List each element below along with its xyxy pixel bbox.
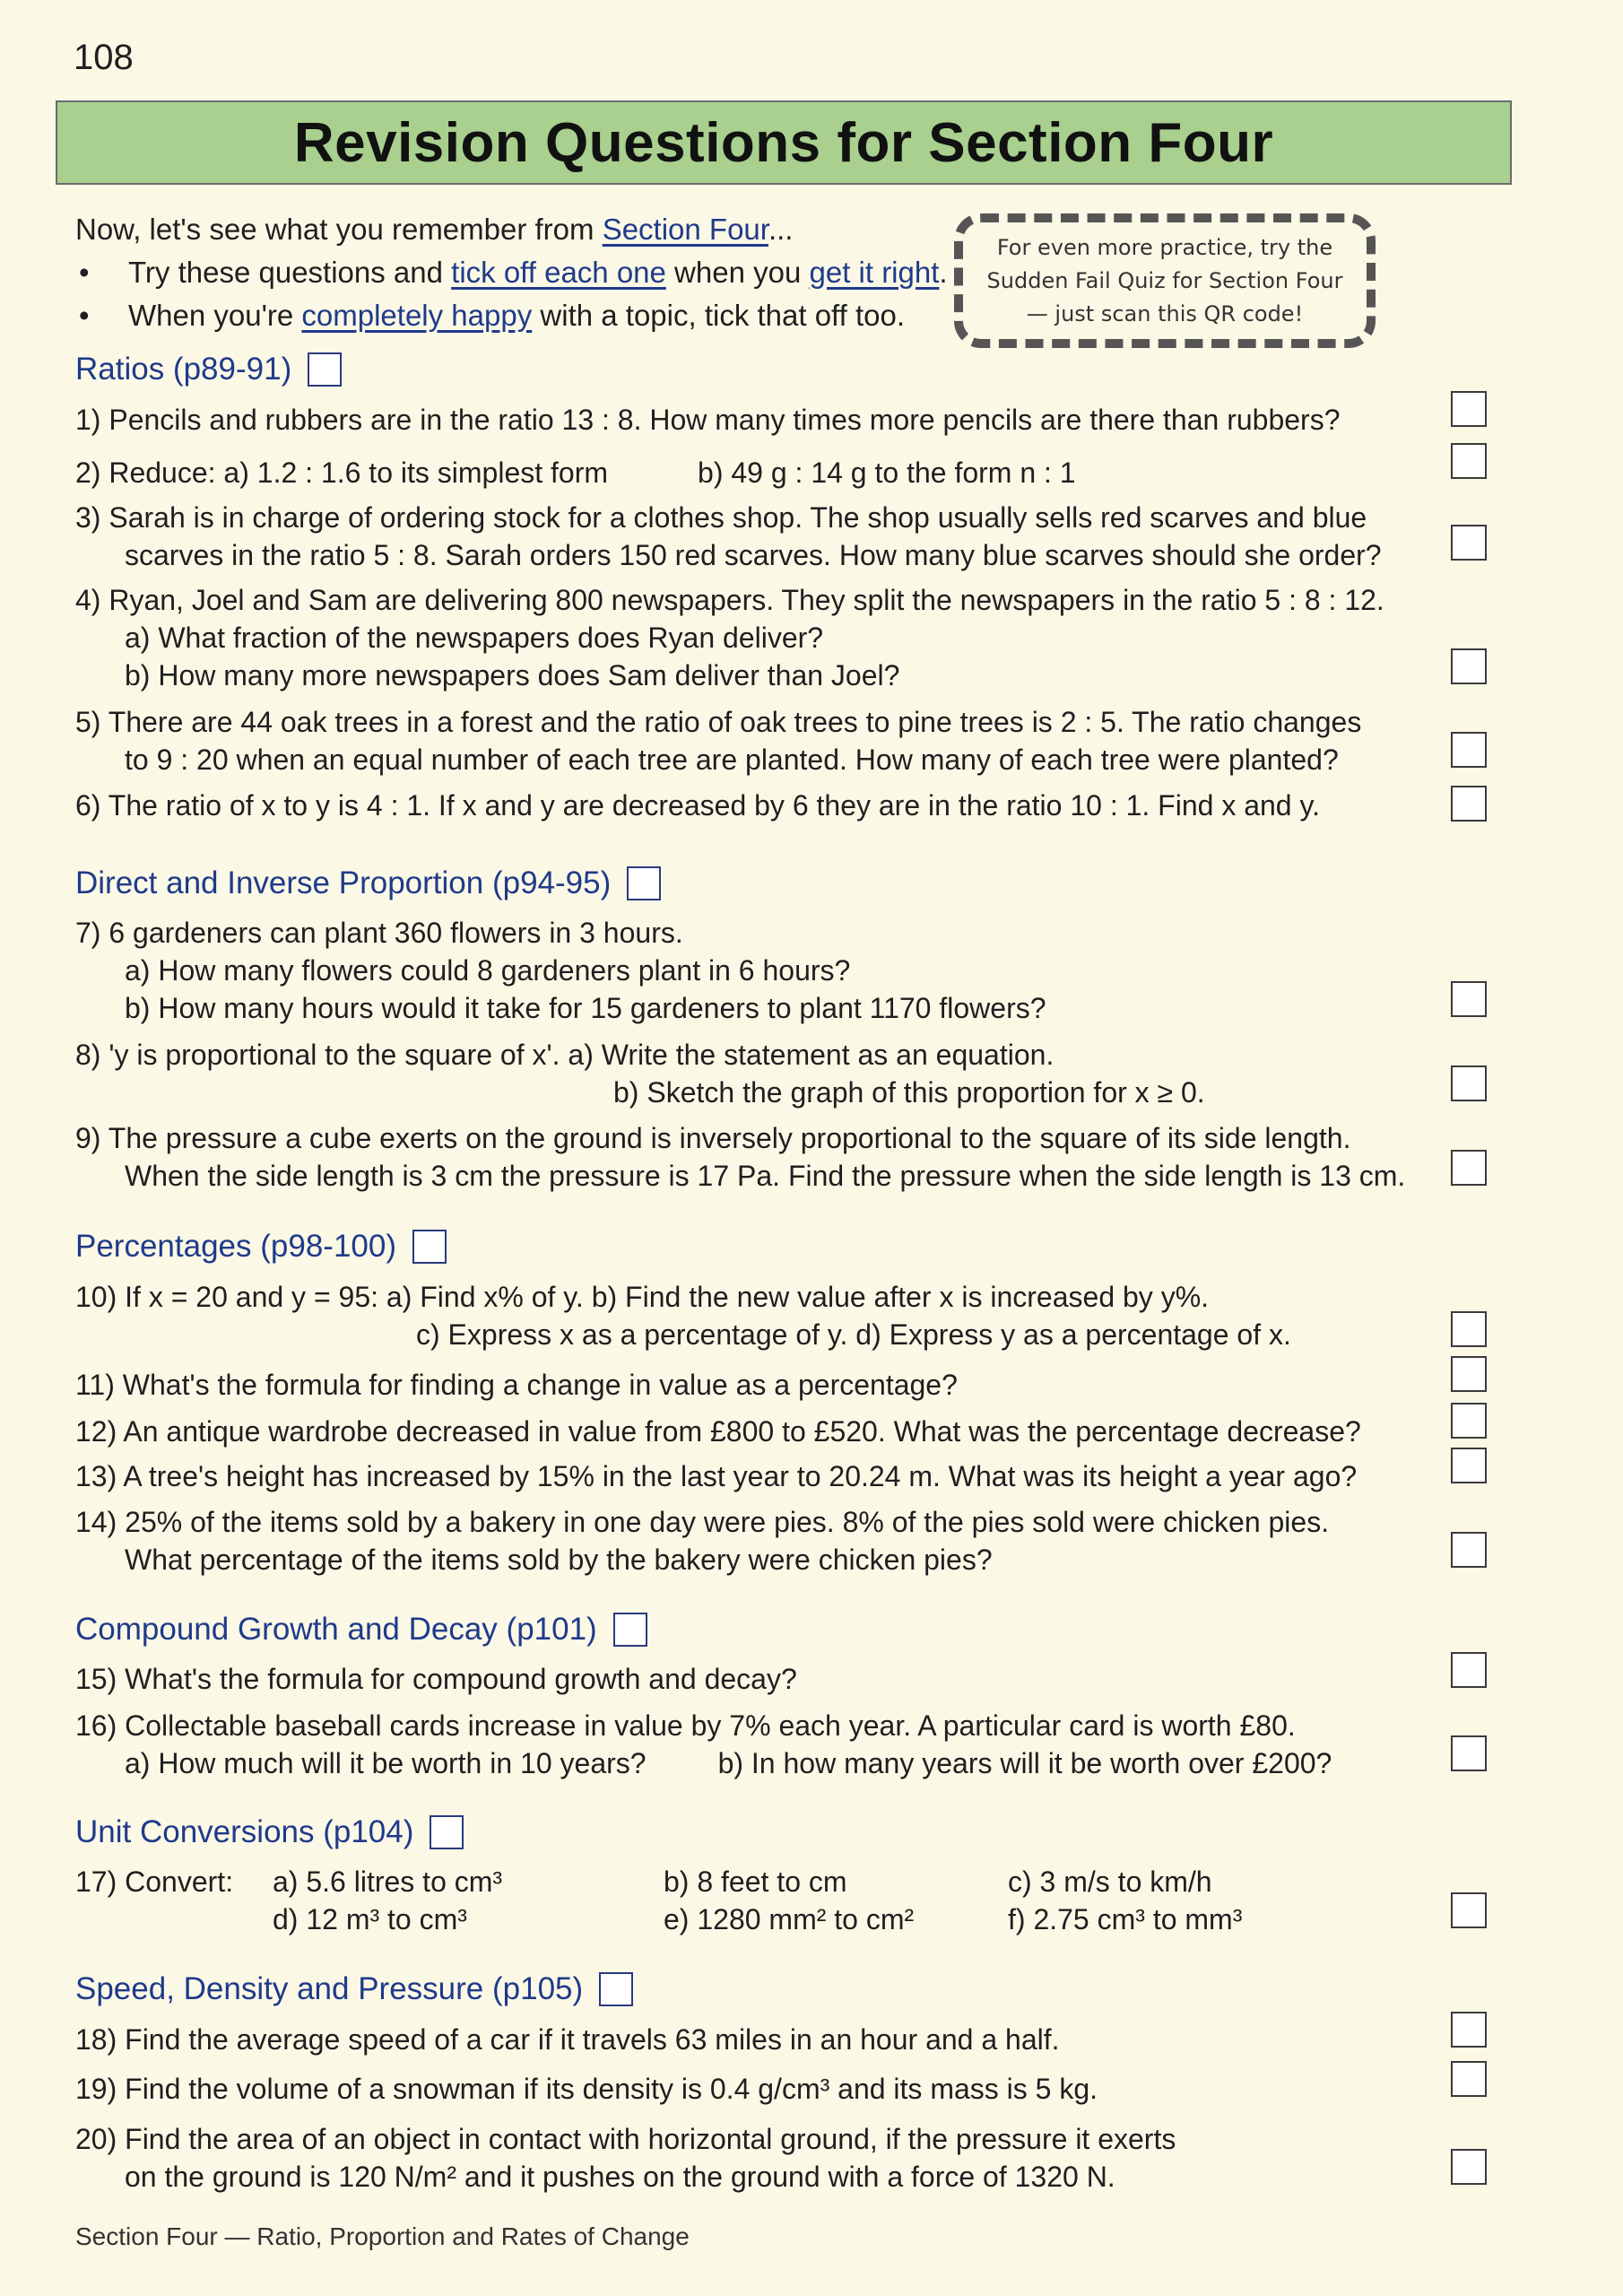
- question-7-line1: 7) 6 gardeners can plant 360 flowers in 3 hours.: [75, 917, 683, 949]
- section-title: Direct and Inverse Proportion (p94-95): [75, 865, 612, 900]
- tick-box[interactable]: [1451, 2012, 1487, 2048]
- section-title: Ratios (p89-91): [75, 352, 292, 387]
- question-7: [75, 914, 1046, 1027]
- question-10: [75, 1278, 1291, 1353]
- question-8: [75, 1036, 1205, 1111]
- tick-box[interactable]: [1451, 732, 1487, 768]
- section-title: Compound Growth and Decay (p101): [75, 1612, 597, 1647]
- section-heading-units: [75, 1814, 464, 1850]
- page-number: 108: [74, 38, 134, 77]
- question-20-line1: 20) Find the area of an object in contact with horizontal ground, if the pressure it exerts: [75, 2123, 1176, 2155]
- question-4a: a) What fraction of the newspapers does Ryan deliver?: [125, 622, 824, 654]
- question-16a: a) How much will it be worth in 10 years?: [125, 1747, 647, 1779]
- question-7a: a) How many flowers could 8 gardeners plant in 6 hours?: [125, 954, 851, 987]
- question-20-line2: on the ground is 120 N/m² and it pushes on the ground with a force of 1320 N.: [125, 2161, 1115, 2193]
- question-17a: a) 5.6 litres to cm³: [273, 1866, 503, 1898]
- question-16-line1: 16) Collectable baseball cards increase in value by 7% each year. A particular card is worth £80.: [75, 1709, 1296, 1742]
- question-12: 12) An antique wardrobe decreased in value from £800 to £520. What was the percentage decrease?: [75, 1415, 1361, 1448]
- question-16-line2: [75, 1744, 1332, 1782]
- tick-box[interactable]: [1451, 1403, 1487, 1439]
- section-checkbox[interactable]: [613, 1613, 647, 1647]
- question-4: [75, 581, 1384, 694]
- tick-box[interactable]: [1451, 1356, 1487, 1392]
- tick-box[interactable]: [1451, 1652, 1487, 1688]
- question-10-line1: 10) If x = 20 and y = 95: a) Find x% of y. b) Find the new value after x is increased by y%.: [75, 1281, 1210, 1313]
- question-2: [75, 454, 1076, 491]
- section-checkbox[interactable]: [430, 1815, 464, 1849]
- intro-text-2: ...: [768, 213, 794, 246]
- section-heading-compound: [75, 1612, 647, 1648]
- section-title: Unit Conversions (p104): [75, 1814, 414, 1849]
- question-17-label: 17) Convert:: [75, 1866, 234, 1898]
- tick-box[interactable]: [1451, 981, 1487, 1017]
- question-6: 6) The ratio of x to y is 4 : 1. If x and y are decreased by 6 they are in the ratio 10 : 1. Find x and y.: [75, 789, 1320, 822]
- question-2b: b) 49 g : 14 g to the form n : 1: [698, 457, 1076, 489]
- tick-box[interactable]: [1451, 1311, 1487, 1347]
- bullet: •: [79, 299, 90, 332]
- question-2a: 2) Reduce: a) 1.2 : 1.6 to its simplest form: [75, 457, 609, 489]
- section-title: Speed, Density and Pressure (p105): [75, 1971, 584, 2006]
- tick-box[interactable]: [1451, 391, 1487, 427]
- tick-box[interactable]: [1451, 2061, 1487, 2097]
- tick-off-link[interactable]: tick off each one: [451, 256, 666, 289]
- section-four-link[interactable]: Section Four: [602, 213, 768, 246]
- question-16: [75, 1707, 1332, 1782]
- question-17b: b) 8 feet to cm: [664, 1866, 847, 1898]
- tick-box[interactable]: [1451, 1150, 1487, 1186]
- question-5: [75, 703, 1361, 778]
- tick-box[interactable]: [1451, 443, 1487, 479]
- section-checkbox[interactable]: [627, 866, 661, 900]
- page-title: Revision Questions for Section Four: [293, 111, 1274, 174]
- question-4b: b) How many more newspapers does Sam deliver than Joel?: [125, 659, 900, 691]
- tick-box[interactable]: [1451, 2149, 1487, 2185]
- section-heading-percentages: [75, 1229, 447, 1265]
- section-heading-speed: [75, 1971, 633, 2007]
- tick-box[interactable]: [1451, 1065, 1487, 1101]
- qr-note-line3: — just scan this QR code!: [1026, 300, 1304, 326]
- section-heading-proportion: [75, 865, 661, 901]
- question-15: 15) What's the formula for compound growth and decay?: [75, 1663, 797, 1695]
- bullet1-mid: when you: [665, 256, 810, 289]
- section-heading-ratios: [75, 352, 342, 387]
- tick-box[interactable]: [1451, 1892, 1487, 1928]
- bullet1-end: .: [939, 256, 948, 289]
- section-checkbox[interactable]: [412, 1230, 447, 1264]
- intro-text-1: Now, let's see what you remember from: [75, 213, 603, 246]
- question-3-line2: scarves in the ratio 5 : 8. Sarah orders 150 red scarves. How many blue scarves should she order?: [125, 539, 1382, 571]
- section-checkbox[interactable]: [308, 352, 342, 387]
- footer: Section Four — Ratio, Proportion and Rates of Change: [75, 2222, 690, 2250]
- get-it-right-link[interactable]: get it right: [809, 256, 940, 289]
- completely-happy-link[interactable]: completely happy: [301, 299, 533, 332]
- tick-box[interactable]: [1451, 1735, 1487, 1771]
- tick-box[interactable]: [1451, 1448, 1487, 1483]
- question-1: 1) Pencils and rubbers are in the ratio 13 : 8. How many times more pencils are there than rubbers?: [75, 404, 1341, 436]
- question-10-line2: c) Express x as a percentage of y. d) Express y as a percentage of x.: [416, 1318, 1291, 1351]
- section-title: Percentages (p98-100): [75, 1229, 396, 1264]
- question-17d: d) 12 m³ to cm³: [273, 1903, 467, 1935]
- bullet: •: [79, 256, 90, 289]
- question-5-line2: to 9 : 20 when an equal number of each tree are planted. How many of each tree were planted?: [125, 744, 1339, 776]
- tick-box[interactable]: [1451, 525, 1487, 561]
- question-5-line1: 5) There are 44 oak trees in a forest and the ratio of oak trees to pine trees is 2 : 5. The ratio changes: [75, 706, 1362, 738]
- title-banner: [56, 100, 1512, 185]
- bullet1-text: Try these questions and: [128, 256, 452, 289]
- question-13: 13) A tree's height has increased by 15% in the last year to 20.24 m. What was its height a year ago?: [75, 1460, 1358, 1492]
- question-16b: b) In how many years will it be worth over £200?: [717, 1747, 1332, 1779]
- question-19: 19) Find the volume of a snowman if its density is 0.4 g/cm³ and its mass is 5 kg.: [75, 2073, 1098, 2105]
- question-7b: b) How many hours would it take for 15 gardeners to plant 1170 flowers?: [125, 992, 1046, 1024]
- question-8a: 8) 'y is proportional to the square of x'. a) Write the statement as an equation.: [75, 1039, 1055, 1071]
- tick-box[interactable]: [1451, 648, 1487, 684]
- bullet2-end: with a topic, tick that off too.: [532, 299, 906, 332]
- question-14-line1: 14) 25% of the items sold by a bakery in one day were pies. 8% of the pies sold were chicken pies.: [75, 1506, 1330, 1538]
- qr-quiz-note[interactable]: [954, 213, 1376, 348]
- question-8b: b) Sketch the graph of this proportion for x ≥ 0.: [613, 1076, 1205, 1109]
- question-9-line1: 9) The pressure a cube exerts on the ground is inversely proportional to the square of its side length.: [75, 1122, 1351, 1154]
- question-20: [75, 2120, 1176, 2196]
- question-17f: f) 2.75 cm³ to mm³: [1008, 1903, 1243, 1935]
- question-14-line2: What percentage of the items sold by the bakery were chicken pies?: [125, 1544, 993, 1576]
- question-14: [75, 1503, 1329, 1578]
- question-17e: e) 1280 mm² to cm²: [664, 1903, 915, 1935]
- tick-box[interactable]: [1451, 1532, 1487, 1568]
- question-9-line2: When the side length is 3 cm the pressure is 17 Pa. Find the pressure when the side length is 13 cm.: [125, 1160, 1406, 1192]
- question-11: 11) What's the formula for finding a change in value as a percentage?: [75, 1369, 958, 1401]
- qr-note-line1: For even more practice, try the: [996, 234, 1333, 260]
- question-18: 18) Find the average speed of a car if it travels 63 miles in an hour and a half.: [75, 2023, 1060, 2056]
- question-3-line1: 3) Sarah is in charge of ordering stock for a clothes shop. The shop usually sells red scarves and blue: [75, 501, 1367, 534]
- tick-box[interactable]: [1451, 786, 1487, 822]
- question-3: [75, 499, 1382, 574]
- section-checkbox[interactable]: [599, 1972, 633, 2006]
- intro-text: [75, 208, 948, 337]
- bullet2-text: When you're: [128, 299, 302, 332]
- question-17c: c) 3 m/s to km/h: [1008, 1866, 1212, 1898]
- question-9: [75, 1119, 1405, 1195]
- qr-note-line2: Sudden Fail Quiz for Section Four: [986, 267, 1343, 293]
- question-4-line1: 4) Ryan, Joel and Sam are delivering 800 newspapers. They split the newspapers in the ratio 5 : 8 : 12.: [75, 584, 1384, 616]
